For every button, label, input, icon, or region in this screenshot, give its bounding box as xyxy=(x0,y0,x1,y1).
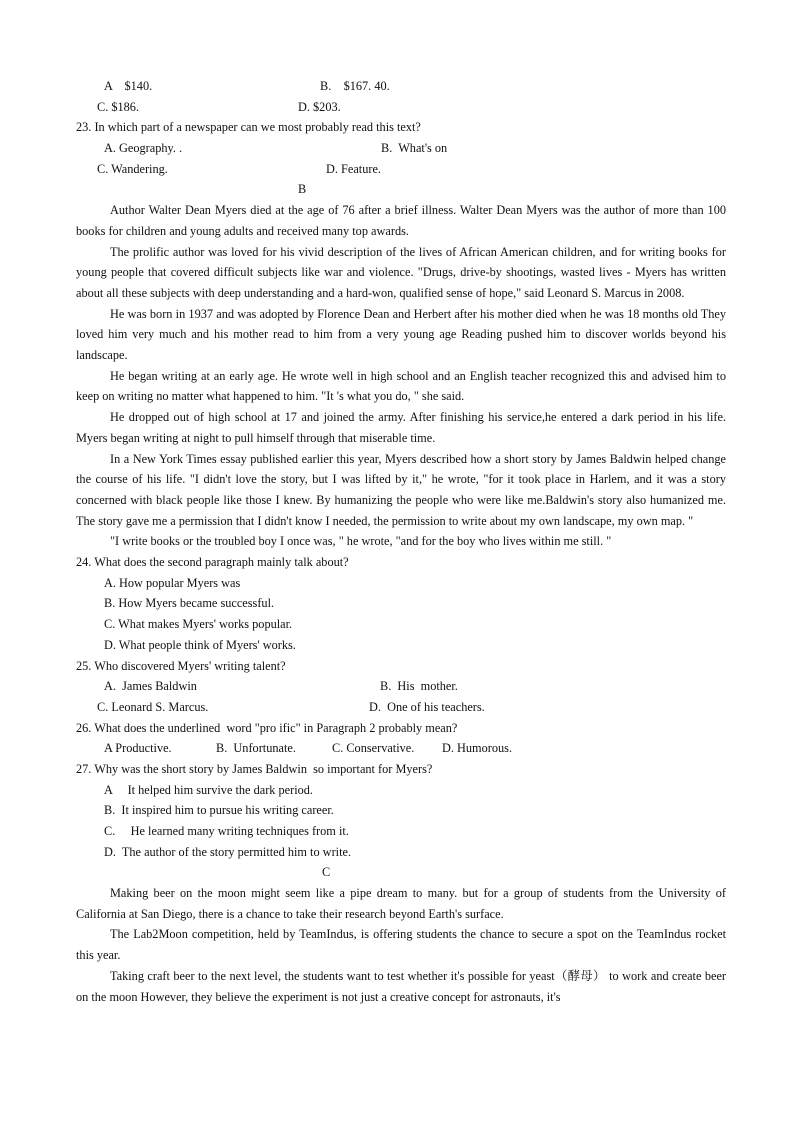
q27-option-c: C. He learned many writing techniques from it. xyxy=(104,824,349,839)
section-c-paragraph-2: The Lab2Moon competition, held by TeamIndus, is offering students the chance to secure a spot on the TeamIndus rocket this year. xyxy=(76,927,726,963)
q25-options-row-2 xyxy=(76,697,726,718)
q25-option-d: D. One of his teachers. xyxy=(369,699,485,714)
q24-option-a: A. How popular Myers was xyxy=(104,575,241,590)
section-b-paragraph-2: The prolific author was loved for his vivid description of the lives of African American children, and for writing books for young people that covered difficult subjects like war and violence. "Drugs, drive-by shootings, wasted lives - Myers has written about all these subjects with deep understanding and a hard-won, qualified sense of hope," said Leonard S. Marcus in 2008. xyxy=(76,244,726,300)
page-content xyxy=(76,76,726,1007)
q25-stem: 25. Who discovered Myers' writing talent? xyxy=(76,658,286,673)
q27-option-a: A It helped him survive the dark period. xyxy=(104,782,313,797)
q23-options-row-2 xyxy=(76,159,726,180)
q23-option-b: B. What's on xyxy=(381,141,448,156)
q23-option-a: A. Geography. . xyxy=(104,141,183,156)
q23-option-c: C. Wandering. xyxy=(97,161,168,176)
section-b-paragraph-1: Author Walter Dean Myers died at the age of 76 after a brief illness. Walter Dean Myers was the author of more than 100 books for children and young adults and received many top awards. xyxy=(76,203,726,238)
q25-options-row-1 xyxy=(76,676,726,697)
q22-option-b: B. $167. 40. xyxy=(320,79,390,93)
q24-stem: 24. What does the second paragraph mainly talk about? xyxy=(76,555,349,570)
q24-option-c: C. What makes Myers' works popular. xyxy=(104,617,293,632)
q22-option-c: C. $186. xyxy=(97,99,140,114)
q26-option-d: D. Humorous. xyxy=(442,741,513,756)
section-b-paragraph-5: He dropped out of high school at 17 and joined the army. After finishing his service,he entered a dark period in his life. Myers began writing at night to pull himself through that miserable time. xyxy=(76,410,726,445)
section-b-paragraph-3: He was born in 1937 and was adopted by Florence Dean and Herbert after his mother died when he was 18 months old They loved him very much and his mother read to him from a very young age Reading pushed him to discover worlds beyond his landscape. xyxy=(76,306,726,363)
q26-option-a: A Productive. xyxy=(104,741,172,756)
q26-options-row xyxy=(76,738,726,759)
q26-stem: 26. What does the underlined word "pro ific" in Paragraph 2 probably mean? xyxy=(76,720,458,735)
q26-option-c: C. Conservative. xyxy=(332,741,415,756)
q22-options-row-2 xyxy=(76,97,726,118)
section-c-paragraph-1: Making beer on the moon might seem like a pipe dream to many. but for a group of students from the University of California at San Diego, there is a chance to take their research beyond Earth's surface. xyxy=(76,886,726,921)
section-b-paragraph-7: "I write books or the troubled boy I once was, " he wrote, "and for the boy who lives within me still. " xyxy=(110,534,612,549)
section-b-paragraph-4: He began writing at an early age. He wrote well in high school and an English teacher recognized this and advised him to keep on writing no matter what happened to him. "It 's what you do, " she said. xyxy=(76,368,726,404)
section-c-heading: C xyxy=(322,865,331,880)
q23-stem: 23. In which part of a newspaper can we most probably read this text? xyxy=(76,120,421,135)
q22-option-d: D. $203. xyxy=(298,99,341,114)
section-b-heading: B xyxy=(298,182,307,197)
q27-option-b: B. It inspired him to pursue his writing career. xyxy=(104,803,334,818)
q22-option-a: A $140. xyxy=(104,79,153,93)
section-c-paragraph-3: Taking craft beer to the next level, the students want to test whether it's possible for yeast（酵母） to work and create beer on the moon However, they believe the experiment is not just a creative concept for astronauts, it's xyxy=(76,968,726,1004)
q23-options-row-1 xyxy=(76,138,726,159)
q27-stem: 27. Why was the short story by James Baldwin so important for Myers? xyxy=(76,761,433,776)
q23-option-d: D. Feature. xyxy=(326,161,381,176)
section-b-paragraph-6: In a New York Times essay published earlier this year, Myers described how a short story by James Baldwin helped change the course of his life. "I didn't love the story, but I was lifted by it," he wrote, "for it took place in Harlem, and it was a story concerned with black people like those I knew. By humanizing the people who were like me.Baldwin's story also humanized me. The story gave me a permission that I didn't know I needed, the permission to write about my own landscape, my own map. " xyxy=(76,451,726,528)
q25-option-c: C. Leonard S. Marcus. xyxy=(97,699,209,714)
q24-option-d: D. What people think of Myers' works. xyxy=(104,637,296,652)
q22-options-row-1 xyxy=(76,76,726,97)
q25-option-b: B. His mother. xyxy=(380,679,458,694)
q26-option-b: B. Unfortunate. xyxy=(216,741,296,756)
q27-option-d: D. The author of the story permitted him to write. xyxy=(104,844,352,859)
q24-option-b: B. How Myers became successful. xyxy=(104,596,275,611)
q25-option-a: A. James Baldwin xyxy=(104,679,197,694)
